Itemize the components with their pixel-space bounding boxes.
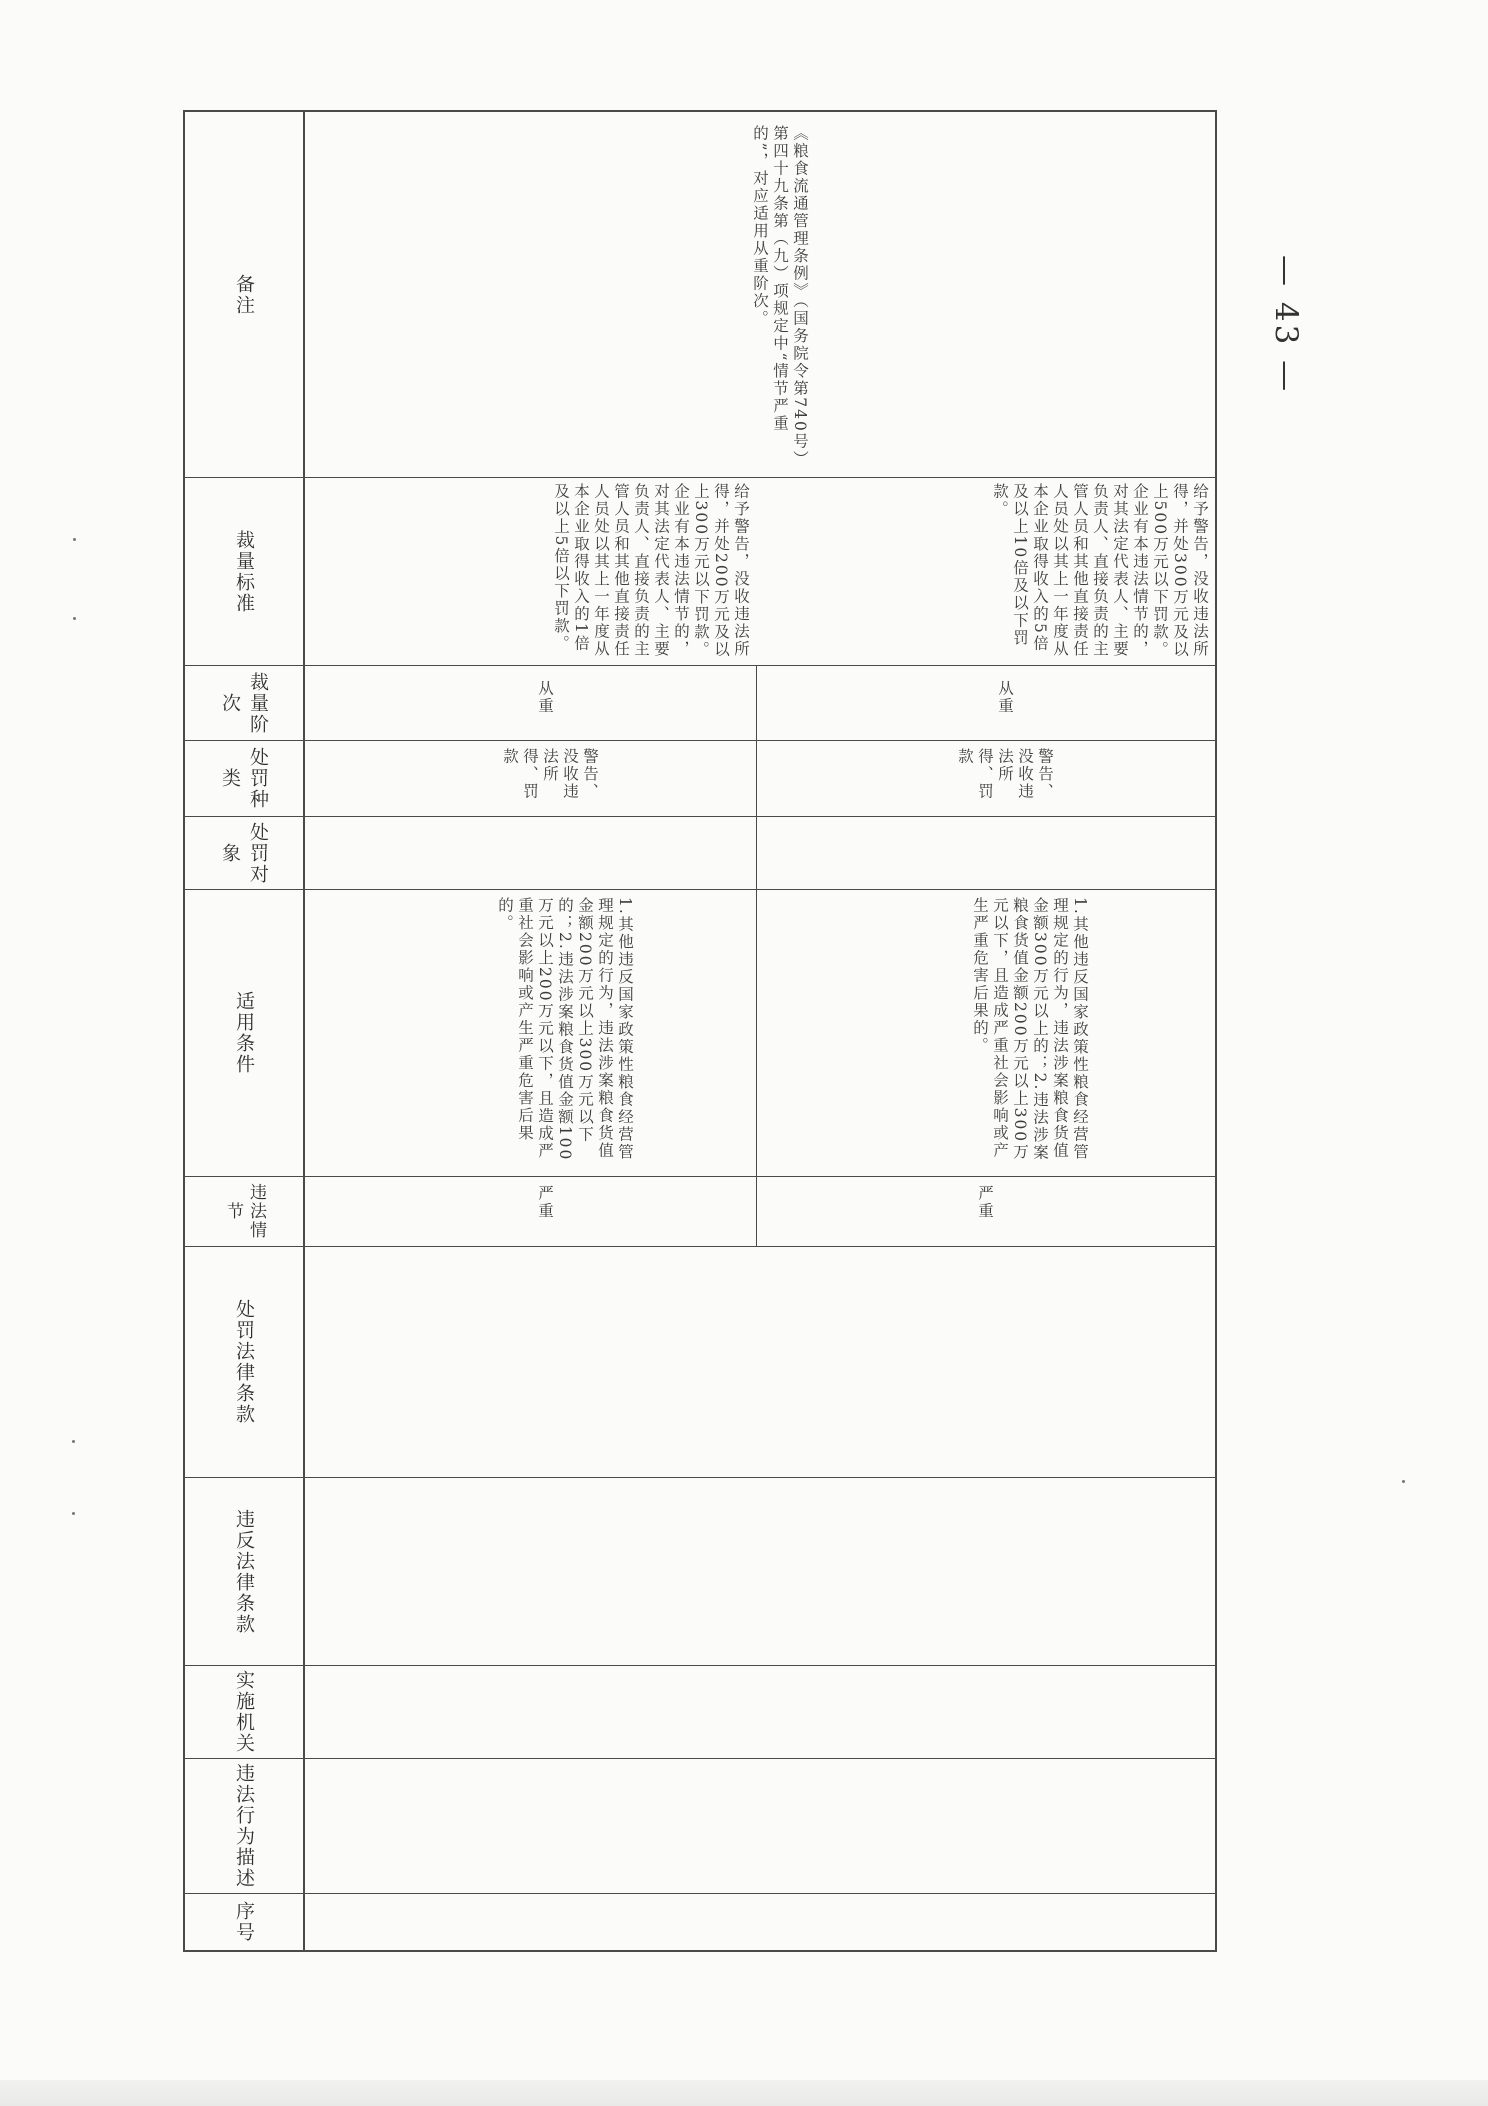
sep-punish-circ [183,1246,1217,1247]
row1-penalty-type: 警告、没收违法所得、罚款 [501,748,599,801]
header-punish-law: 处罚法律条款 [233,1299,255,1425]
table-border-top [183,110,1217,112]
sep-level-standard [183,665,1217,666]
row2-circumstance: 严重 [976,1185,994,1220]
header-target: 处罚对象 [219,821,269,885]
header-desc: 违法行为描述 [233,1763,255,1889]
row1-standard: 给予警告，没收违法所得，并处200万元及以上300万元以下罚款。企业有本违法情节的，对其法定代表人、主要负责人、直接负责的主管人员和其他直接责任人员处以其上一年度从本企业取得收入的1倍及以上5倍以下罚款。 [552,483,750,659]
header-agency: 实施机关 [233,1670,255,1754]
scan-speck [72,1512,75,1515]
row1-level: 从重 [536,680,554,715]
scan-edge [0,2080,1488,2106]
sep-type-level [183,740,1217,741]
header-standard: 裁量标准 [233,529,255,614]
row2-condition: 1.其他违反国家政策性粮食经营管理规定的行为，违法涉案粮食货值金额300万元以上的；2.违法涉案粮食货值金额200万元以上300万元以下，且造成严重社会影响或产生严重危害后果的。 [971,897,1089,1162]
sep-circ-cond [183,1176,1217,1177]
header-circumstance: 违法情节 [223,1183,266,1240]
row1-circumstance: 严重 [536,1185,554,1220]
table-border-bottom [183,1950,1217,1952]
header-condition: 适用条件 [233,991,255,1075]
row2-standard: 给予警告，没收违法所得，并处300万元及以上500万元以下罚款。企业有本违法情节的，对其法定代表人、主要负责人、直接负责的主管人员和其他直接责任人员处以其上一年度从本企业取得收入的5倍及以上10倍及以下罚款。 [991,483,1209,659]
row-divider [756,665,757,1247]
sep-agency-violated [183,1665,1217,1666]
row1-remark: 《粮食流通管理条例》（国务院令第740号）第四十九条第（九）项规定中“情节严重的”，对应适用从重阶次。 [751,125,809,468]
header-seq: 序号 [233,1901,255,1943]
sep-seq-desc [183,1893,1217,1894]
header-penalty-type: 处罚种类 [219,747,269,810]
scan-speck [73,617,76,620]
header-violated: 违反法律条款 [233,1508,255,1635]
row1-condition: 1.其他违反国家政策性粮食经营管理规定的行为，违法涉案粮食货值金额200万元以上300万元以下的；2.违法涉案粮食货值金额100万元以上200万元以下，且造成严重社会影响或产生严重危害后果的。 [496,897,634,1162]
scan-speck [73,538,76,541]
page-number: — 43 — [1268,255,1304,395]
sep-cond-target [183,889,1217,890]
scan-speck [1402,1480,1405,1483]
row2-level: 从重 [996,680,1014,715]
sep-desc-agency [183,1758,1217,1759]
sep-violated-punish [183,1477,1217,1478]
scan-speck [72,1440,75,1443]
sep-standard-remark [183,477,1217,478]
sep-target-type [183,816,1217,817]
table-border-right [1215,110,1217,1952]
header-level: 裁量阶次 [219,671,269,735]
header-remark: 备注 [233,273,255,316]
row2-penalty-type: 警告、没收违法所得、罚款 [956,748,1054,801]
header-divider [303,110,305,1952]
